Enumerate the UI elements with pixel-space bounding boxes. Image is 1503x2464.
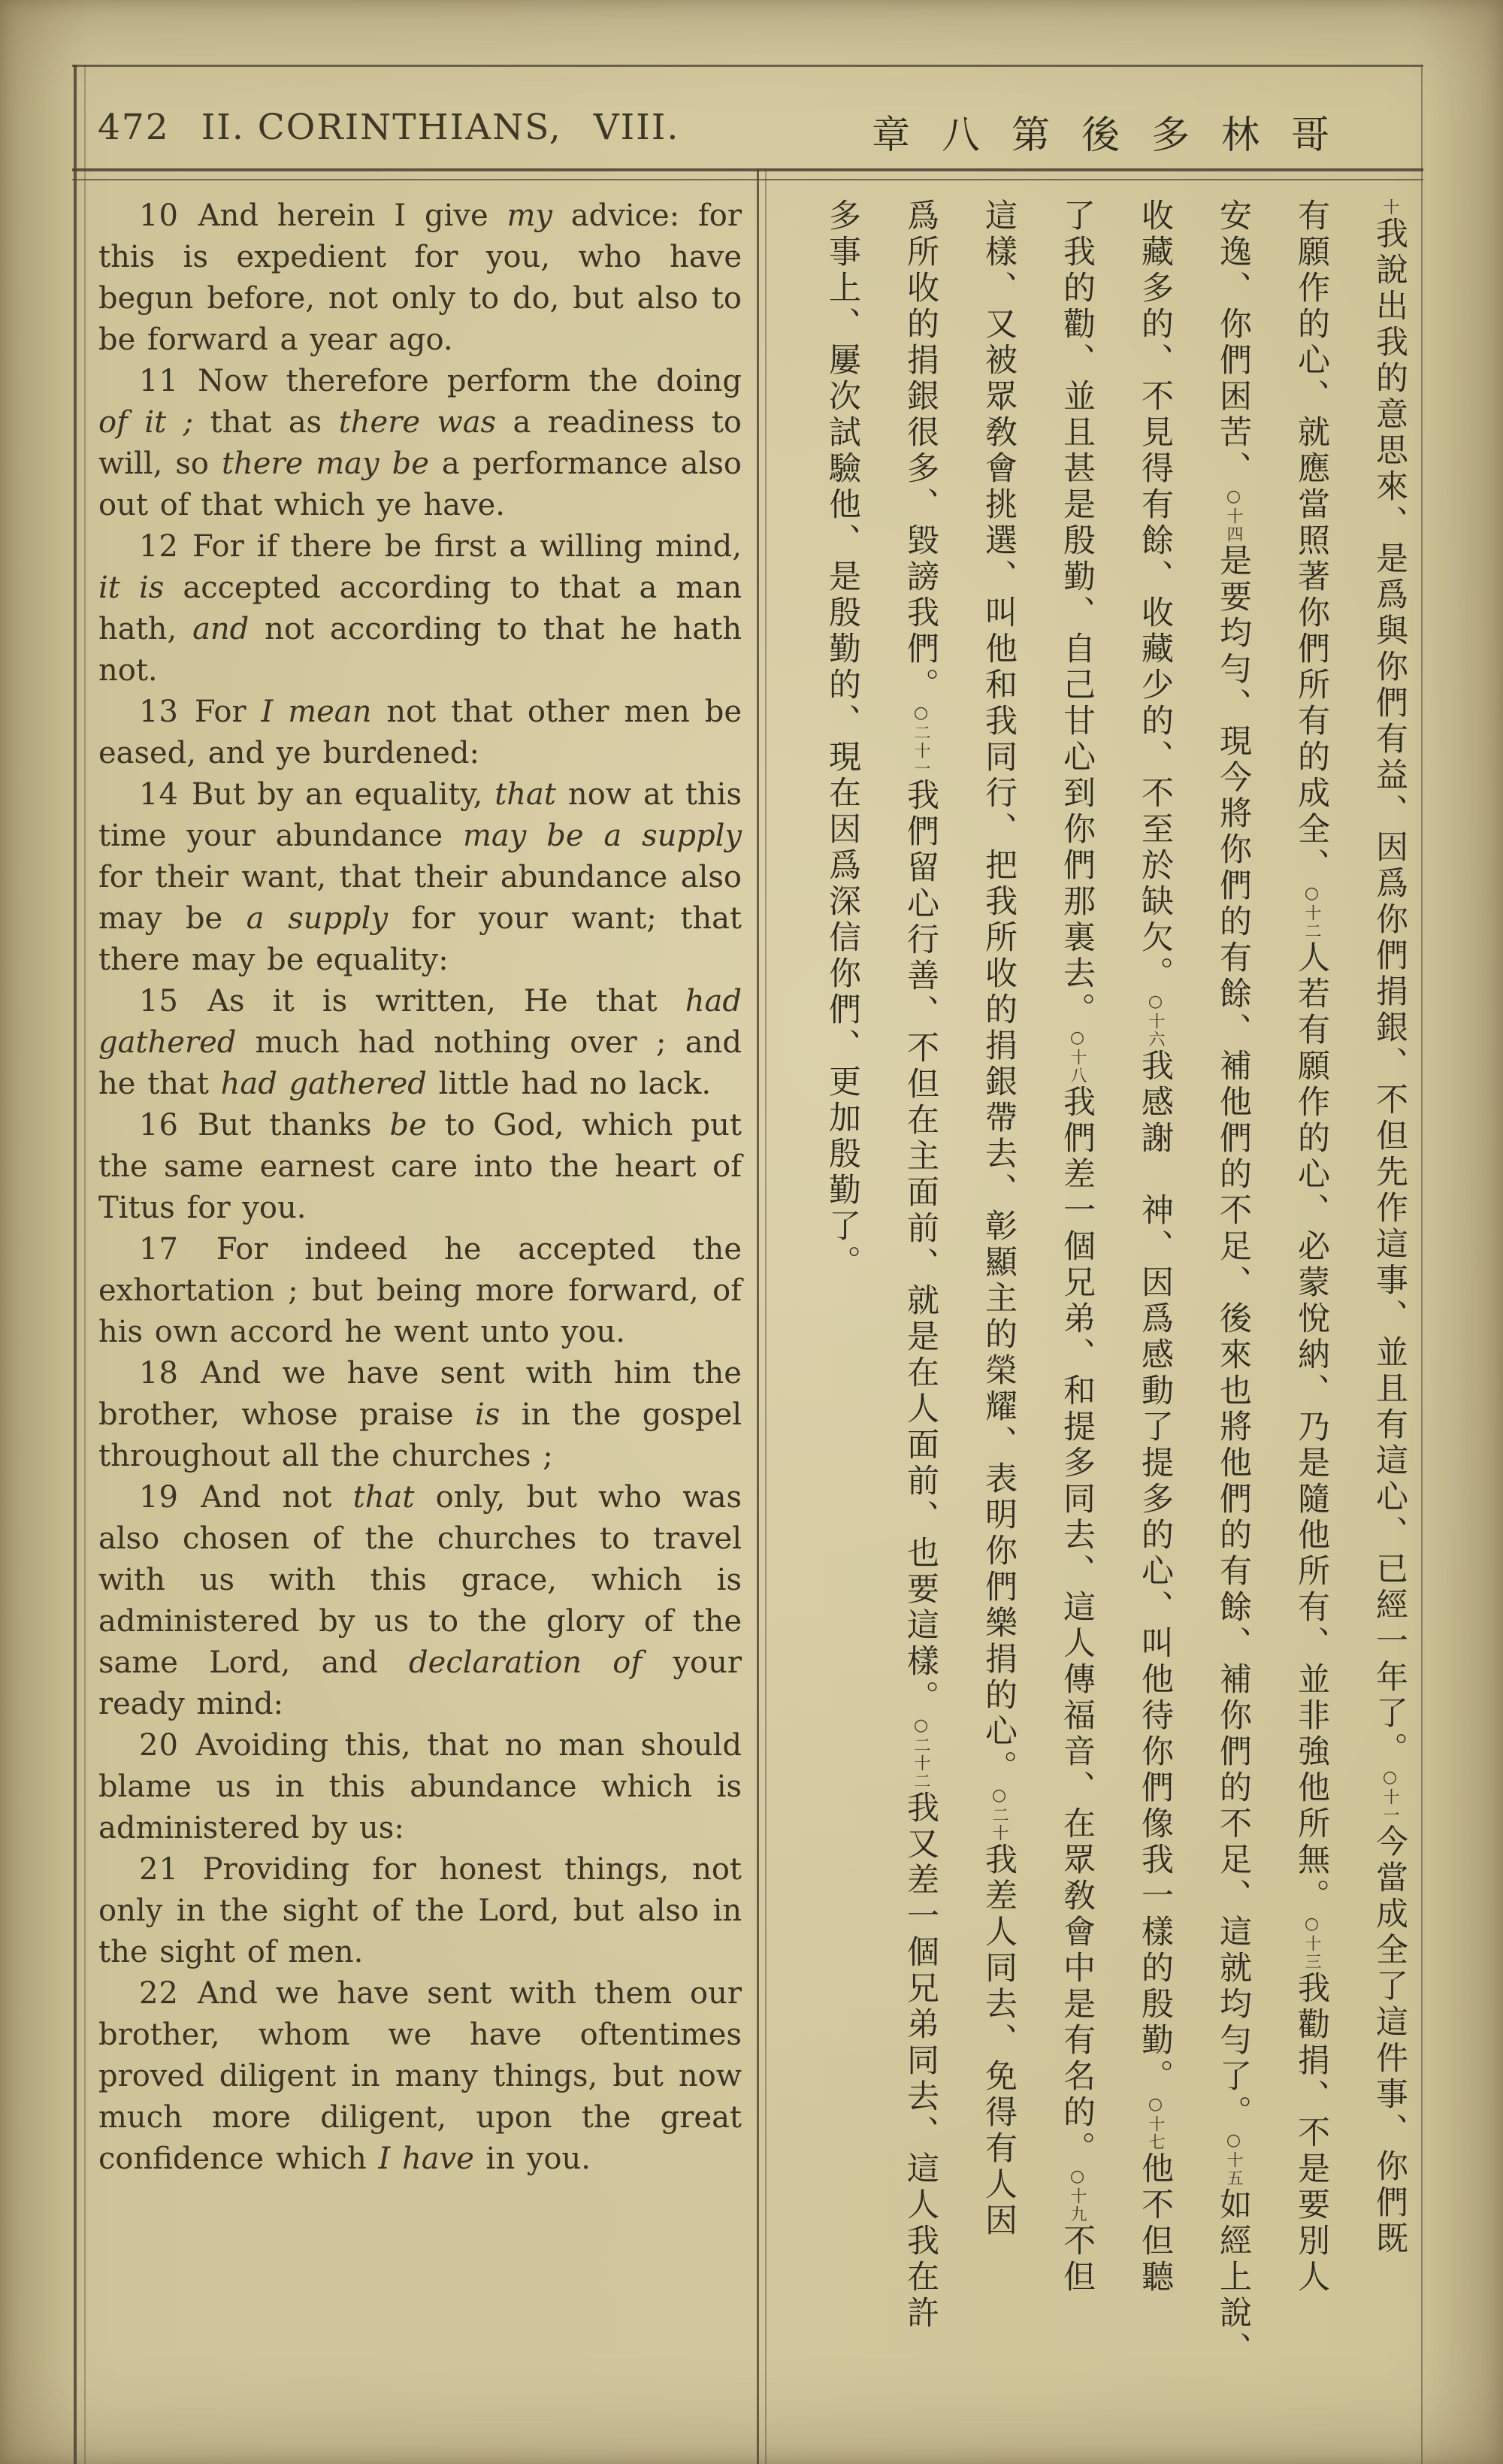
verse-text-run: As it is written, He that	[207, 984, 685, 1019]
verse-text-run: But thanks	[197, 1108, 390, 1143]
verse-text-run: little had no lack.	[426, 1067, 712, 1101]
verse-text-italic-run: my	[507, 198, 552, 233]
verse-text-italic-run: there was	[338, 405, 497, 440]
verse-text-run: now at this time your abundance	[98, 777, 742, 853]
verse-text-italic-run: declaration of	[409, 1645, 643, 1680]
verse-text-run: accepted according to that a man hath,	[98, 571, 742, 646]
verse-text-run: For indeed he accepted the exhortation ; but being more forward, of his own accord he went unto you.	[98, 1232, 742, 1349]
verse-text-italic-run: it is	[98, 571, 165, 605]
verse-number: 21	[139, 1852, 203, 1887]
verse-text-run: only, but who was also chosen of the churches to travel with us with this grace, which is administered by us to the glory of the same Lord, and	[98, 1480, 742, 1680]
verse-number: 18	[139, 1356, 201, 1391]
chinese-text-run: 我們留心行善、不但在主面前、就是在人面前、也要這樣。	[902, 778, 939, 1716]
verse-number-annotation: ○十三	[1302, 1915, 1321, 1971]
verse-text-run: And not	[201, 1480, 353, 1515]
verse-text-run: And we have sent with him the brother, whose praise	[98, 1356, 742, 1432]
chinese-text-run: 爲所收的捐銀很多、毀謗我們。	[902, 198, 939, 704]
frame-right-rule	[1421, 65, 1423, 2464]
chinese-text-run: 了我的勸、並且甚是殷勤、自己甘心到你們那裏去。	[1058, 198, 1096, 1028]
verse-text-run: Avoiding this, that no man should blame us in this abundance which is administered by us:	[98, 1728, 742, 1845]
chinese-column-5	[1054, 198, 1100, 2446]
chinese-text-run: 有願作的心、就應當照著你們所有的成全、	[1293, 198, 1330, 884]
chinese-text-run: 我們差一個兄弟、和提多同去、這人傳福音、在眾敎會中是有名的。	[1058, 1085, 1096, 2167]
chinese-text-run: 收藏多的、不見得有餘、收藏少的、不至於缺欠。	[1136, 198, 1174, 992]
verse-text-run: in the gospel throughout all the churches ;	[98, 1397, 742, 1473]
verse-text-run: And we have sent with them our brother, whom we have oftentimes proved diligent in many things, but now much more diligent, upon the great confidence which	[98, 1976, 742, 2176]
chinese-text-run: 他不但聽	[1136, 2151, 1174, 2296]
verse-number: 15	[139, 984, 208, 1019]
chinese-text-run: 人若有願作的心、必蒙悅納、乃是隨他所有、並非強他所無。	[1293, 940, 1330, 1915]
verse-16	[98, 1105, 742, 1229]
header-double-rule-lower	[72, 179, 1423, 180]
verse-text-run: a performance also out of that which ye have.	[98, 446, 742, 522]
chinese-column-7	[897, 198, 944, 2446]
chinese-text-column	[780, 198, 1413, 2446]
chapter-number: VIII.	[593, 107, 680, 148]
verse-text-italic-run: had gathered	[98, 984, 742, 1060]
verse-text-run: a readiness to will, so	[98, 405, 742, 481]
book-title: II. CORINTHIANS,	[201, 107, 562, 148]
verse-number-annotation: ○十四	[1224, 487, 1243, 543]
verse-text-run: much had nothing over ; and he that	[98, 1025, 742, 1101]
verse-text-italic-run: that	[494, 777, 556, 812]
chinese-column-3	[1210, 198, 1257, 2446]
verse-number: 10	[139, 198, 198, 233]
verse-text-italic-run: of it ;	[98, 405, 194, 440]
verse-number: 22	[139, 1976, 198, 2011]
chinese-column-8	[819, 198, 866, 2446]
verse-text-italic-run: there may be	[221, 446, 429, 481]
verse-number-annotation: ○十二	[1302, 884, 1321, 940]
header-double-rule-upper	[72, 168, 1423, 171]
verse-text-run: Providing for honest things, not only in the sight of the Lord, but also in the sight of men.	[98, 1852, 742, 1969]
verse-number-annotation: ○十六	[1146, 992, 1165, 1049]
running-head-english	[98, 107, 679, 148]
verse-text-run: But by an equality,	[191, 777, 495, 812]
verse-text-italic-run: be	[389, 1108, 427, 1143]
verse-number: 11	[139, 364, 198, 398]
verse-number-annotation: ○十八	[1068, 1028, 1087, 1085]
verse-text-italic-run: may be	[462, 819, 584, 853]
verse-text-run: For if there be first a willing mind,	[192, 529, 742, 564]
frame-left-inner-rule	[84, 65, 86, 2464]
verse-text-run: And herein I give	[198, 198, 507, 233]
chinese-text-run: 不但	[1058, 2223, 1096, 2296]
verse-text-run: for your want; that there may be equality:	[98, 901, 742, 977]
verse-text-run: advice: for this is expedient for you, who have begun before, not only to do, but also to be forward a year ago.	[98, 198, 742, 357]
verse-text-italic-run: I mean	[261, 695, 372, 729]
verse-13	[98, 692, 742, 774]
verse-number-annotation: ○十五	[1224, 2131, 1243, 2187]
verse-text-italic-run: had gathered	[220, 1067, 427, 1101]
verse-number-annotation: 十	[1381, 198, 1399, 216]
verse-text-italic-run: and	[192, 612, 249, 646]
chinese-text-run: 如經上說、	[1214, 2187, 1252, 2368]
verse-number: 13	[139, 695, 195, 729]
page-number: 472	[98, 107, 170, 148]
verse-text-run: your ready mind:	[98, 1645, 742, 1721]
chinese-text-run: 安逸、你們困苦、	[1214, 198, 1252, 487]
chinese-text-run: 我差人同去、免得有人因	[980, 1842, 1018, 2239]
verse-15	[98, 981, 742, 1105]
verse-20	[98, 1725, 742, 1849]
verse-number: 17	[139, 1232, 216, 1267]
chinese-text-run: 今當成全了這件事、你們既	[1371, 1824, 1408, 2257]
verse-number: 16	[139, 1108, 198, 1143]
running-head-chinese: 章八第後多林哥	[872, 114, 1362, 158]
verse-number-annotation: ○十七	[1146, 2095, 1165, 2151]
verse-number-annotation: ○二十一	[912, 704, 930, 778]
english-text-column	[98, 195, 742, 2180]
verse-text-run: in you.	[473, 2142, 591, 2176]
verse-text-run: to God, which put the same earnest care into the heart of Titus for you.	[98, 1108, 742, 1225]
frame-top-rule	[72, 65, 1423, 67]
verse-14	[98, 774, 742, 981]
verse-22	[98, 1973, 742, 2180]
frame-left-rule	[74, 65, 77, 2464]
verse-number: 14	[139, 777, 192, 812]
verse-19	[98, 1477, 742, 1725]
verse-text-run: that as	[193, 405, 339, 440]
column-divider-inner-rule	[765, 168, 767, 2464]
verse-text-run: not according to that he hath not.	[98, 612, 742, 688]
chinese-text-run: 這樣、又被眾敎會挑選、叫他和我同行、把我所收的捐銀帶去、彰顯主的榮耀、表明你們樂捐的心。	[980, 198, 1018, 1786]
verse-number: 19	[139, 1480, 201, 1515]
column-divider-rule	[757, 168, 759, 2464]
verse-text-italic-run: is	[474, 1397, 500, 1432]
chinese-text-run: 多事上、屢次試驗他、是殷勤的、現在因爲深信你們、更加殷勤了。	[824, 198, 861, 1281]
verse-12	[98, 526, 742, 692]
verse-text-italic-run: a supply	[246, 901, 389, 936]
chinese-text-run: 我感謝 神、因爲感動了提多的心、叫他待你們像我一樣的殷勤。	[1136, 1049, 1174, 2095]
chinese-column-6	[975, 198, 1022, 2446]
verse-number-annotation: ○十一	[1381, 1768, 1399, 1824]
chinese-text-run: 是要均勻、現今將你們的有餘、補他們的不足、後來也將他們的有餘、補你們的不足、這就均勻了。	[1214, 543, 1252, 2131]
chinese-column-4	[1132, 198, 1178, 2446]
verse-text-italic-run: that	[352, 1480, 415, 1515]
verse-number-annotation: ○二十	[990, 1786, 1009, 1842]
verse-21	[98, 1849, 742, 1973]
chinese-column-1	[1366, 198, 1413, 2446]
verse-number-annotation: ○十九	[1068, 2167, 1087, 2223]
chinese-text-run: 我說出我的意思來、是爲與你們有益、因爲你們捐銀、不但先作這事、並且有這心、已經一年了。	[1371, 216, 1408, 1768]
verse-text-italic-run: I have	[378, 2142, 474, 2176]
chinese-column-2	[1288, 198, 1335, 2446]
verse-number: 20	[139, 1728, 196, 1763]
verse-11	[98, 361, 742, 526]
verse-text-run: not that other men be eased, and ye burdened:	[98, 695, 742, 770]
verse-text-run	[584, 819, 604, 853]
verse-10	[98, 195, 742, 361]
verse-text-italic-run: a supply	[603, 819, 742, 853]
verse-text-run: for their want, that their abundance also may be	[98, 860, 742, 936]
verse-17	[98, 1229, 742, 1353]
verse-text-run: Now therefore perform the doing	[198, 364, 742, 398]
verse-number: 12	[139, 529, 192, 564]
verse-18	[98, 1353, 742, 1477]
verse-text-run: For	[194, 695, 262, 729]
chinese-text-run: 我勸捐、不是要別人	[1293, 1971, 1330, 2296]
chinese-text-run: 我又差一個兄弟同去、這人我在許	[902, 1790, 939, 2332]
verse-number-annotation: ○二十二	[912, 1716, 930, 1790]
